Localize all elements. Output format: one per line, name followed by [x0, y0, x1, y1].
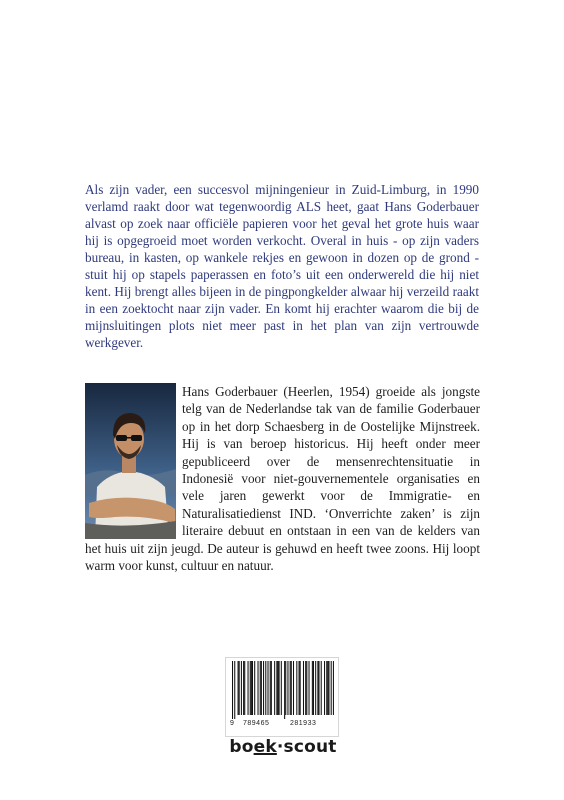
barcode-bar	[331, 661, 332, 715]
barcode-bar	[244, 661, 245, 715]
publisher-logo-part-3: ·scout	[276, 737, 337, 757]
barcode-bar	[277, 661, 278, 715]
barcode-bar	[312, 661, 313, 715]
barcode-bar	[265, 661, 266, 715]
barcode-bar	[232, 661, 233, 719]
barcode-bar	[293, 661, 294, 715]
barcode-bar	[254, 661, 255, 715]
barcode-bars	[232, 661, 334, 719]
barcode-bar	[313, 661, 314, 715]
barcode-bar	[276, 661, 277, 715]
barcode-bar	[309, 661, 310, 715]
barcode-bar	[250, 661, 251, 715]
barcode-bar	[318, 661, 319, 715]
author-section	[85, 383, 480, 574]
barcode-bar	[263, 661, 264, 715]
barcode-bar	[321, 661, 322, 715]
barcode-bar	[328, 661, 329, 715]
barcode-bar	[317, 661, 318, 715]
barcode-bar	[303, 661, 304, 715]
isbn-left-group: 789465	[243, 720, 270, 727]
barcode-bar	[281, 661, 282, 715]
barcode-bar	[270, 661, 271, 715]
barcode-bar	[296, 661, 297, 715]
barcode-bar	[326, 661, 327, 715]
barcode-bar	[258, 661, 259, 715]
publisher-logo-part-1: bo	[229, 737, 254, 757]
barcode-bar	[243, 661, 244, 715]
barcode-bar	[267, 661, 268, 715]
author-photo	[85, 383, 176, 539]
barcode-bar	[271, 661, 272, 715]
barcode-bar	[261, 661, 262, 715]
barcode-bar	[291, 661, 292, 715]
publisher-logo-part-2: ek	[253, 737, 277, 757]
barcode-bar	[324, 661, 325, 715]
isbn-barcode	[225, 657, 339, 737]
barcode-bar	[251, 661, 252, 715]
barcode-bar	[252, 661, 253, 715]
barcode-bar	[315, 661, 316, 715]
barcode-bar	[274, 661, 275, 715]
barcode-bar	[248, 661, 249, 715]
barcode-bar	[241, 661, 242, 715]
barcode-bar	[238, 661, 239, 715]
barcode-bar	[299, 661, 300, 715]
barcode-bar	[287, 661, 288, 715]
author-bio: Hans Goderbauer (Heerlen, 1954) groeide als jongste telg van de Nederlandse tak van de familie Goderbauer op in het dorp Schaesberg in de Oostelijke Mijnstreek. Hij is van beroep historicus. Hij heeft onder meer gepubliceerd over de mensenrechtensituatie in Indonesië voor niet-gouvernementele organisaties en vele jaren gewerkt voor de Immigratie- en Naturalisatiedienst IND. ‘Onverrichte zaken’ is zijn literaire debuut en ontstaan in een van de kelders van het huis uit zijn jeugd. De auteur is gehuwd en heeft twee zoons. Hij loopt warm voor kunst, cultuur en natuur.	[85, 384, 480, 574]
barcode-bar	[290, 661, 291, 715]
barcode-bar	[260, 661, 261, 715]
barcode-bar	[305, 661, 306, 715]
barcode-bar	[333, 661, 334, 715]
barcode-bar	[239, 661, 240, 715]
publisher-logo	[226, 737, 340, 757]
barcode-bar	[284, 661, 285, 719]
barcode-bar	[327, 661, 328, 715]
barcode-bar	[300, 661, 301, 715]
isbn-right-group: 281933	[290, 720, 317, 727]
barcode-bar	[279, 661, 280, 715]
barcode-bar	[285, 661, 286, 715]
book-blurb: Als zijn vader, een succesvol mijningenieur in Zuid-Limburg, in 1990 verlamd raakt door wat tegenwoordig ALS heet, gaat Hans Goderbauer alvast op zoek naar officiële papieren voor het geval het grote huis waar hij is opgegroeid moet worden verkocht. Overal in huis - op zijn vaders bureau, in kasten, op wankele rekjes en gewoon in dozen op de grond - stuit hij op stapels paperassen en foto’s uit een onderwereld die hij niet kent. Hij brengt alles bijeen in de pingpongkelder alwaar hij verzeild raakt in een zoektocht naar zijn vader. En komt hij erachter waarom die bij de mijnsluitingen plots niet meer past in het plan van zijn vertrouwde werkgever.	[85, 182, 479, 350]
barcode-bar	[234, 661, 235, 719]
barcode-bar	[306, 661, 307, 715]
isbn-first-digit: 9	[230, 720, 235, 727]
